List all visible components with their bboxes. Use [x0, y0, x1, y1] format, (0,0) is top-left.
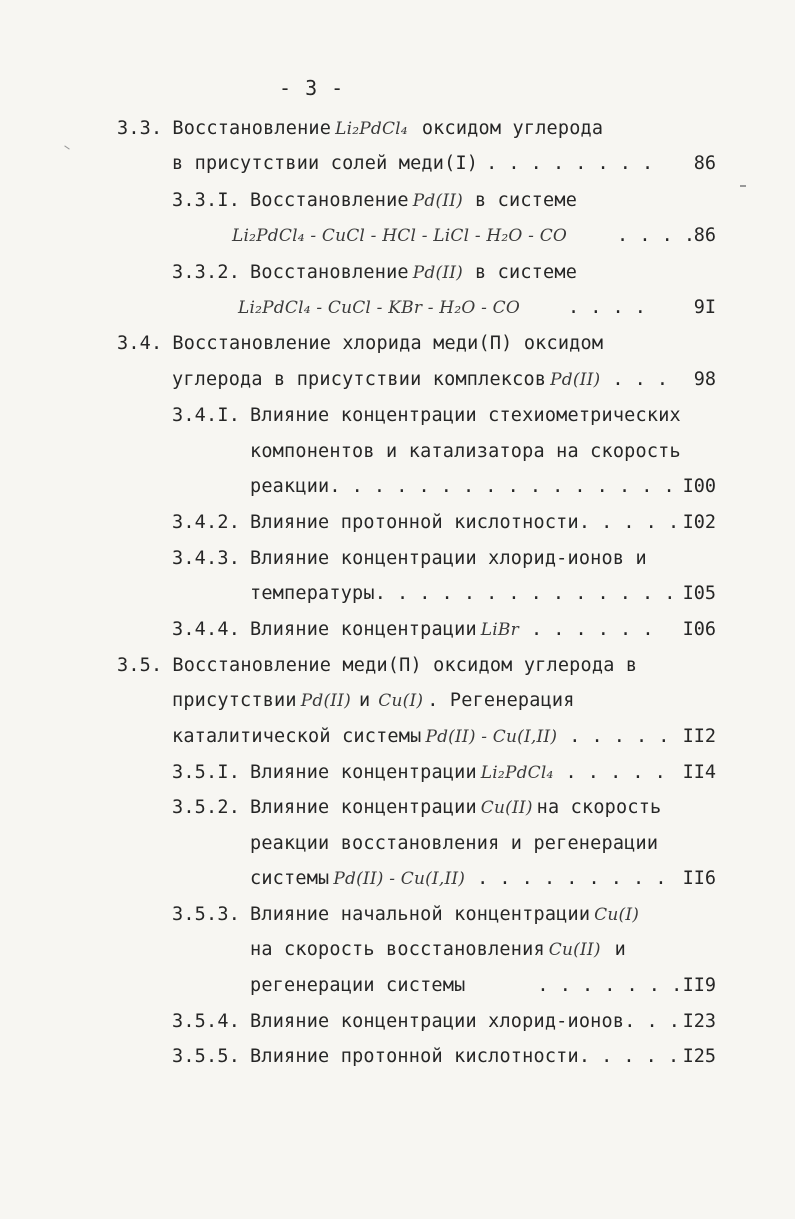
toc-entry-3-5-5 — [172, 1046, 679, 1074]
entry-text: Влияние концентрации хлорид-ионов — [250, 1011, 625, 1032]
entry-number: 3.5. — [117, 655, 163, 676]
handwritten-formula: Pd(II) - Cu(I,II) — [333, 869, 466, 889]
entry-text: Восстановление — [250, 190, 409, 211]
leader-dots: . . . . . . — [530, 619, 654, 640]
toc-entry-3-5-2-cont — [250, 833, 658, 861]
leader-dots: . . . . — [567, 297, 646, 318]
handwritten-formula: Li₂PdCl₄ — [335, 119, 408, 139]
toc-entry-3-4-3-cont — [250, 583, 675, 611]
handwritten-formula: Pd(II) - Cu(I,II) — [425, 727, 558, 747]
entry-text: Восстановление — [250, 262, 409, 283]
toc-entry-3-5-3-cont2 — [250, 975, 682, 1003]
entry-text: температуры — [250, 583, 375, 604]
handwritten-formula: Li₂PdCl₄ - CuCl - KBr - H₂O - CO — [238, 298, 520, 318]
entry-text-cont: и — [358, 690, 371, 711]
entry-text: системы — [250, 868, 330, 889]
entry-text: Восстановление — [172, 118, 332, 139]
entry-text: присутствии — [172, 690, 297, 711]
entry-text: в присутствии солей меди(I) — [172, 153, 479, 174]
entry-text: на скорость восстановления — [250, 939, 545, 960]
entry-text-cont: в системе — [474, 262, 578, 283]
toc-entry-3-3 — [117, 118, 603, 146]
entry-number: 3.4.2. — [172, 512, 241, 533]
toc-entry-3-3-2 — [172, 262, 577, 290]
leader-dots: . . . . . — [578, 1046, 680, 1067]
entry-text: Влияние концентрации — [250, 619, 477, 640]
toc-entry-3-4-3 — [172, 548, 647, 576]
entry-text: каталитической системы — [172, 726, 422, 747]
entry-text-cont: на скорость — [536, 797, 662, 818]
entry-number: 3.5.4. — [172, 1011, 241, 1032]
entry-text: реакции восстановления и регенерации — [250, 833, 659, 854]
leader-dots: . . . . . — [565, 762, 666, 783]
handwritten-formula: Pd(II) — [300, 691, 351, 711]
toc-entry-3-3-1-cont — [232, 225, 695, 253]
leader-dots: . . . . . . . — [537, 975, 683, 996]
entry-number: 3.3.I. — [172, 190, 241, 211]
toc-entry-3-5-cont — [172, 690, 575, 718]
leader-dots: . . . . — [617, 225, 696, 246]
toc-entry-3-3-1 — [172, 190, 577, 218]
handwritten-formula: Pd(II) — [412, 191, 463, 211]
entry-number: 3.3.2. — [172, 262, 241, 283]
toc-entry-3-5-3-cont — [250, 939, 626, 967]
entry-text: Влияние концентрации стехиометрических — [250, 405, 681, 426]
entry-number: 3.5.5. — [172, 1046, 241, 1067]
toc-entry-3-4-cont — [172, 369, 668, 397]
toc-entry-3-5-3 — [172, 904, 643, 932]
entry-text: Восстановление хлорида меди(П) оксидом — [172, 333, 604, 354]
toc-entry-3-5-2 — [172, 797, 661, 825]
entry-number: 3.5.2. — [172, 797, 241, 818]
toc-entry-3-3-2-cont — [238, 297, 646, 325]
entry-text: реакции — [250, 476, 330, 497]
handwritten-formula: Cu(I) — [594, 905, 640, 925]
page-ref: I02 — [682, 512, 716, 533]
scan-speck — [64, 145, 69, 149]
handwritten-formula: Pd(II) — [550, 370, 601, 390]
leader-dots: . . . . . . . . . . . . . . . . — [329, 476, 675, 497]
entry-text: компонентов и катализатора на скорость — [250, 441, 681, 462]
leader-dots: . . . — [624, 1011, 680, 1032]
toc-entry-3-5-4 — [172, 1011, 680, 1039]
entry-text-cont: в системе — [474, 190, 578, 211]
page-number: - 3 - — [279, 76, 345, 100]
page-ref: II9 — [682, 975, 716, 996]
entry-number: 3.4.I. — [172, 405, 241, 426]
entry-number: 3.3. — [117, 118, 163, 139]
toc-entry-3-5 — [117, 655, 637, 683]
leader-dots: . . . . . — [578, 512, 680, 533]
entry-text: Восстановление меди(П) оксидом углерода в — [172, 655, 638, 676]
entry-text: Влияние концентрации — [250, 797, 477, 818]
handwritten-formula: Pd(II) — [412, 263, 463, 283]
entry-text-cont: и — [614, 939, 626, 960]
handwritten-formula: Cu(II) — [548, 940, 601, 960]
entry-text: Влияние начальной концентрации — [250, 904, 591, 925]
handwritten-formula-2: Cu(I) — [378, 691, 424, 711]
toc-entry-3-3-cont — [172, 153, 653, 181]
toc-entry-3-5-1 — [172, 762, 666, 790]
leader-dots: . . . . . . . . . — [477, 868, 667, 889]
page-ref: I05 — [682, 583, 716, 604]
page-ref: I00 — [682, 476, 716, 497]
entry-text: Влияние протонной кислотности — [250, 1046, 579, 1067]
entry-text-cont: оксидом углерода — [421, 118, 604, 139]
toc-entry-3-5-2-cont2 — [250, 868, 666, 896]
entry-text: регенерации системы — [250, 975, 466, 996]
entry-text: углерода в присутствии комплексов — [172, 369, 547, 390]
page-ref: 86 — [693, 153, 716, 174]
handwritten-formula: Cu(II) — [480, 798, 533, 818]
page-ref: II2 — [682, 726, 716, 747]
entry-number: 3.4.4. — [172, 619, 241, 640]
handwritten-formula: LiBr — [480, 620, 519, 640]
leader-dots: . . . . . . . . . . . . . . — [374, 583, 676, 604]
entry-number: 3.5.3. — [172, 904, 241, 925]
entry-number: 3.4.3. — [172, 548, 241, 569]
page-ref: 98 — [693, 369, 716, 390]
page-ref: 86 — [693, 225, 716, 246]
entry-text-cont2: . Регенерация — [427, 690, 575, 711]
leader-dots: . . . . . — [569, 726, 670, 747]
leader-dots: . . . — [612, 369, 669, 390]
entry-number: 3.5.I. — [172, 762, 241, 783]
page-ref: II6 — [682, 868, 716, 889]
page-ref: I06 — [682, 619, 716, 640]
toc-entry-3-4-2 — [172, 512, 679, 540]
entry-text: Влияние концентрации — [250, 762, 477, 783]
page-ref: 9I — [693, 297, 716, 318]
handwritten-formula: Li₂PdCl₄ - CuCl - HCl - LiCl - H₂O - CO — [232, 226, 568, 246]
page-ref: II4 — [682, 762, 716, 783]
entry-number: 3.4. — [117, 333, 163, 354]
toc-entry-3-5-cont2 — [172, 726, 669, 754]
entry-text: Влияние концентрации хлорид-ионов и — [250, 548, 647, 569]
toc-entry-3-4-1-cont2 — [250, 476, 675, 504]
page-ref: I25 — [682, 1046, 716, 1067]
toc-entry-3-4 — [117, 333, 603, 361]
handwritten-formula: Li₂PdCl₄ — [480, 763, 554, 783]
toc-entry-3-4-4 — [172, 619, 653, 647]
toc-entry-3-4-1-cont — [250, 441, 681, 469]
scan-speck — [740, 185, 746, 187]
leader-dots: . . . . . . . . — [486, 153, 654, 174]
entry-text: Влияние протонной кислотности — [250, 512, 579, 533]
toc-entry-3-4-1 — [172, 405, 681, 433]
page-ref: I23 — [682, 1011, 716, 1032]
